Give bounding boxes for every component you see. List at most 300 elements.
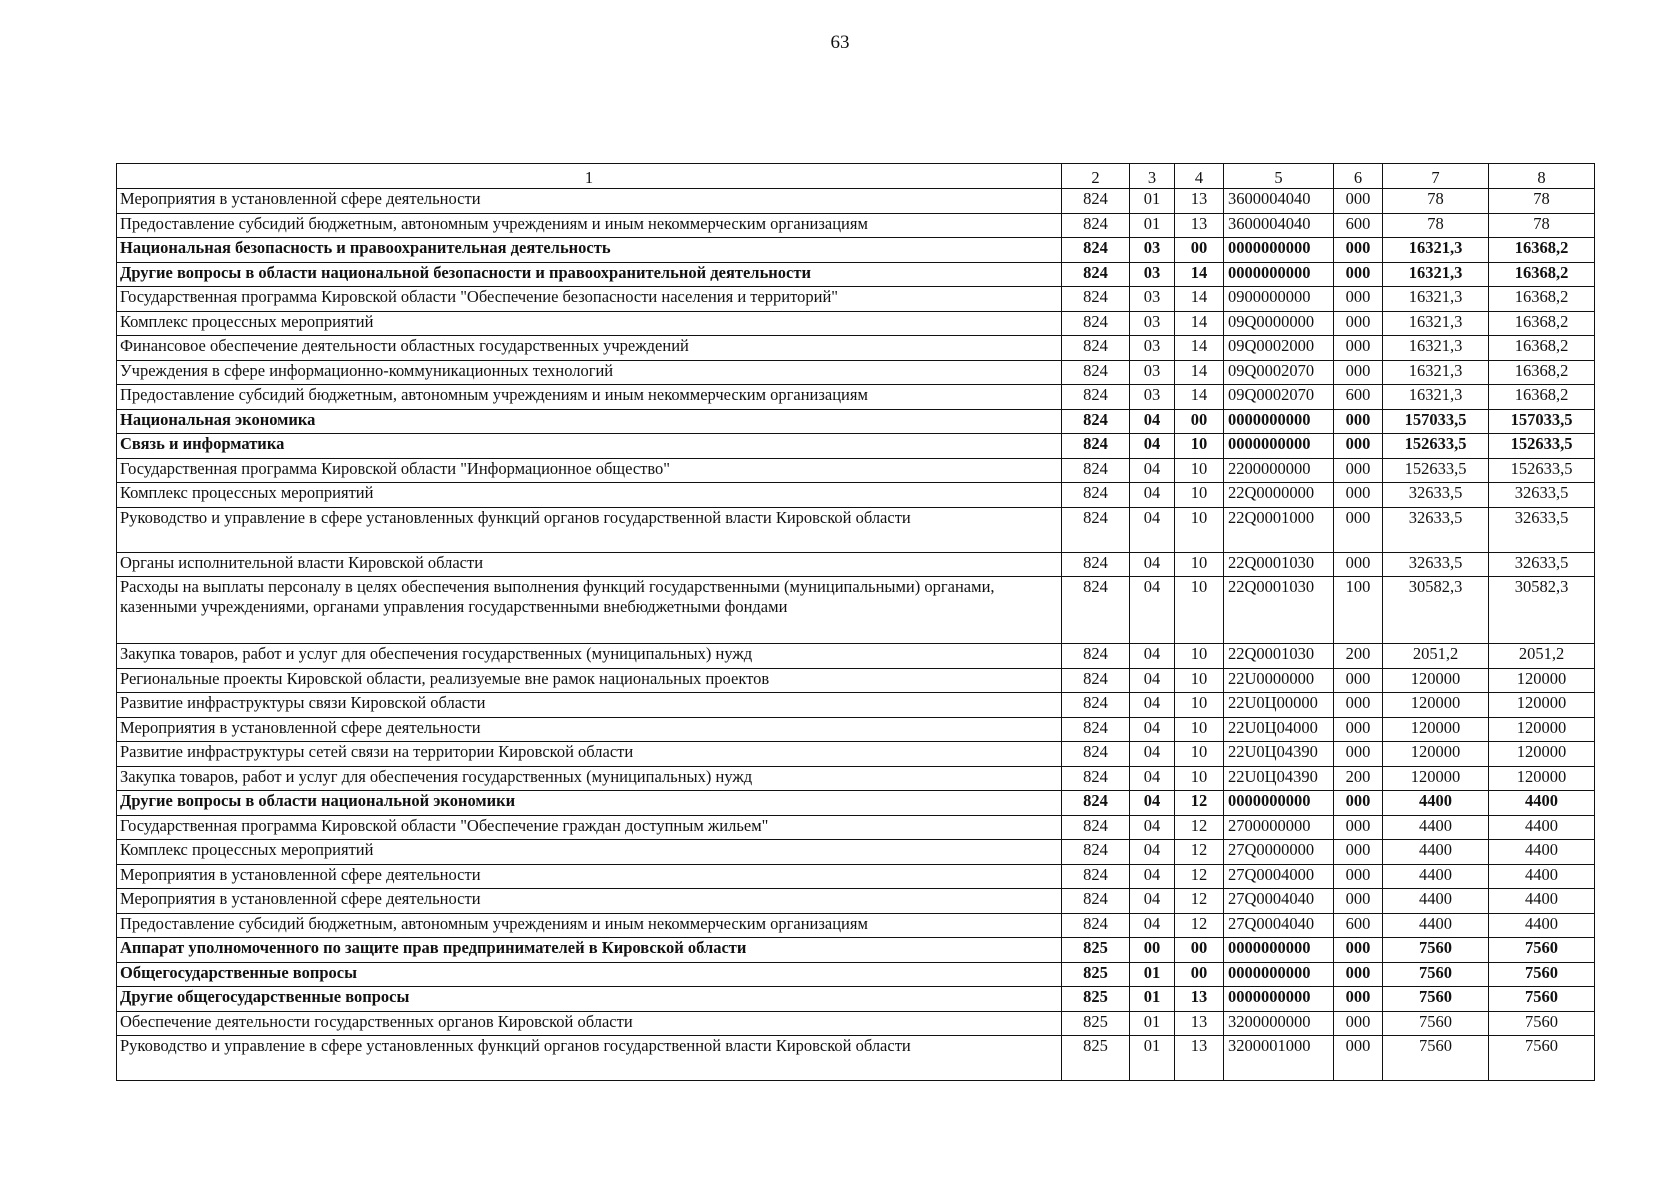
cell-name: Национальная экономика <box>117 409 1062 434</box>
cell-amount-year1: 2051,2 <box>1383 644 1489 669</box>
table-row <box>117 840 1595 865</box>
page-number: 63 <box>830 32 850 53</box>
cell-expense-type: 000 <box>1334 864 1383 889</box>
cell-amount-year1: 120000 <box>1383 717 1489 742</box>
cell-name: Руководство и управление в сфере установленных функций органов государственной власти Кировской области <box>117 507 1062 552</box>
cell-section: 03 <box>1130 336 1175 361</box>
cell-amount-year1: 32633,5 <box>1383 552 1489 577</box>
cell-subsection: 13 <box>1175 1036 1224 1081</box>
cell-admin-code: 824 <box>1062 287 1130 312</box>
header-col-2: 2 <box>1062 164 1130 189</box>
cell-expense-type: 600 <box>1334 913 1383 938</box>
table-row <box>117 311 1595 336</box>
cell-target-article: 27Q0004040 <box>1224 913 1334 938</box>
table-row <box>117 1036 1595 1081</box>
cell-admin-code: 824 <box>1062 409 1130 434</box>
cell-expense-type: 000 <box>1334 238 1383 263</box>
cell-amount-year2: 4400 <box>1489 864 1595 889</box>
cell-target-article: 2700000000 <box>1224 815 1334 840</box>
cell-amount-year2: 16368,2 <box>1489 336 1595 361</box>
cell-expense-type: 000 <box>1334 668 1383 693</box>
cell-amount-year1: 4400 <box>1383 791 1489 816</box>
cell-name: Руководство и управление в сфере установленных функций органов государственной власти Кировской области <box>117 1036 1062 1081</box>
cell-subsection: 00 <box>1175 238 1224 263</box>
cell-target-article: 09Q0000000 <box>1224 311 1334 336</box>
cell-subsection: 10 <box>1175 552 1224 577</box>
table-row <box>117 889 1595 914</box>
cell-subsection: 14 <box>1175 311 1224 336</box>
cell-expense-type: 000 <box>1334 693 1383 718</box>
cell-section: 04 <box>1130 815 1175 840</box>
table-row <box>117 644 1595 669</box>
table-row <box>117 938 1595 963</box>
cell-section: 04 <box>1130 766 1175 791</box>
cell-amount-year2: 32633,5 <box>1489 507 1595 552</box>
cell-amount-year2: 16368,2 <box>1489 262 1595 287</box>
cell-subsection: 13 <box>1175 1011 1224 1036</box>
cell-section: 01 <box>1130 987 1175 1012</box>
cell-name: Другие вопросы в области национальной безопасности и правоохранительной деятельности <box>117 262 1062 287</box>
cell-subsection: 14 <box>1175 336 1224 361</box>
cell-name: Комплекс процессных мероприятий <box>117 840 1062 865</box>
cell-target-article: 0000000000 <box>1224 938 1334 963</box>
cell-section: 04 <box>1130 577 1175 644</box>
cell-name: Финансовое обеспечение деятельности областных государственных учреждений <box>117 336 1062 361</box>
cell-expense-type: 000 <box>1334 840 1383 865</box>
cell-name: Государственная программа Кировской области "Информационное общество" <box>117 458 1062 483</box>
cell-name: Обеспечение деятельности государственных органов Кировской области <box>117 1011 1062 1036</box>
cell-admin-code: 824 <box>1062 766 1130 791</box>
table-row <box>117 262 1595 287</box>
cell-section: 01 <box>1130 1011 1175 1036</box>
cell-amount-year1: 4400 <box>1383 864 1489 889</box>
cell-subsection: 00 <box>1175 409 1224 434</box>
cell-subsection: 10 <box>1175 766 1224 791</box>
cell-name: Комплекс процессных мероприятий <box>117 311 1062 336</box>
cell-name: Расходы на выплаты персоналу в целях обеспечения выполнения функций государственными (муниципальными) органами, казенными учреждениями, органами управления государственными внебюджетными фондами <box>117 577 1062 644</box>
cell-subsection: 10 <box>1175 483 1224 508</box>
table-row <box>117 434 1595 459</box>
cell-expense-type: 000 <box>1334 262 1383 287</box>
table-row <box>117 385 1595 410</box>
cell-section: 04 <box>1130 840 1175 865</box>
budget-table <box>116 163 1595 1081</box>
cell-section: 04 <box>1130 717 1175 742</box>
cell-admin-code: 824 <box>1062 717 1130 742</box>
cell-admin-code: 824 <box>1062 434 1130 459</box>
cell-section: 03 <box>1130 311 1175 336</box>
cell-amount-year2: 78 <box>1489 189 1595 214</box>
cell-subsection: 00 <box>1175 938 1224 963</box>
cell-section: 04 <box>1130 552 1175 577</box>
cell-amount-year1: 7560 <box>1383 987 1489 1012</box>
cell-amount-year2: 7560 <box>1489 1011 1595 1036</box>
cell-amount-year2: 120000 <box>1489 717 1595 742</box>
cell-subsection: 10 <box>1175 434 1224 459</box>
cell-name: Закупка товаров, работ и услуг для обеспечения государственных (муниципальных) нужд <box>117 644 1062 669</box>
cell-section: 04 <box>1130 913 1175 938</box>
cell-admin-code: 824 <box>1062 815 1130 840</box>
cell-section: 04 <box>1130 434 1175 459</box>
cell-admin-code: 824 <box>1062 693 1130 718</box>
table-row <box>117 213 1595 238</box>
table-row <box>117 913 1595 938</box>
cell-subsection: 10 <box>1175 458 1224 483</box>
table-row <box>117 189 1595 214</box>
cell-subsection: 12 <box>1175 840 1224 865</box>
cell-admin-code: 824 <box>1062 507 1130 552</box>
cell-admin-code: 824 <box>1062 552 1130 577</box>
table-row <box>117 815 1595 840</box>
cell-admin-code: 824 <box>1062 189 1130 214</box>
cell-amount-year2: 2051,2 <box>1489 644 1595 669</box>
cell-admin-code: 824 <box>1062 213 1130 238</box>
cell-target-article: 3200000000 <box>1224 1011 1334 1036</box>
cell-target-article: 3600004040 <box>1224 213 1334 238</box>
cell-target-article: 22Q0000000 <box>1224 483 1334 508</box>
cell-amount-year1: 120000 <box>1383 668 1489 693</box>
cell-expense-type: 000 <box>1334 434 1383 459</box>
cell-target-article: 0000000000 <box>1224 987 1334 1012</box>
cell-subsection: 14 <box>1175 385 1224 410</box>
cell-subsection: 12 <box>1175 913 1224 938</box>
cell-target-article: 22Q0001030 <box>1224 644 1334 669</box>
cell-target-article: 22U0Ц04000 <box>1224 717 1334 742</box>
cell-subsection: 14 <box>1175 360 1224 385</box>
cell-name: Региональные проекты Кировской области, реализуемые вне рамок национальных проектов <box>117 668 1062 693</box>
cell-name: Органы исполнительной власти Кировской области <box>117 552 1062 577</box>
cell-amount-year2: 30582,3 <box>1489 577 1595 644</box>
cell-amount-year2: 32633,5 <box>1489 552 1595 577</box>
cell-amount-year2: 7560 <box>1489 938 1595 963</box>
cell-target-article: 0000000000 <box>1224 262 1334 287</box>
cell-expense-type: 000 <box>1334 742 1383 767</box>
cell-section: 04 <box>1130 742 1175 767</box>
header-col-5: 5 <box>1224 164 1334 189</box>
table-row <box>117 693 1595 718</box>
cell-admin-code: 824 <box>1062 668 1130 693</box>
cell-amount-year1: 7560 <box>1383 1011 1489 1036</box>
cell-name: Государственная программа Кировской области "Обеспечение граждан доступным жильем" <box>117 815 1062 840</box>
cell-name: Национальная безопасность и правоохранительная деятельность <box>117 238 1062 263</box>
cell-amount-year1: 7560 <box>1383 1036 1489 1081</box>
cell-expense-type: 000 <box>1334 938 1383 963</box>
cell-subsection: 13 <box>1175 987 1224 1012</box>
cell-amount-year2: 120000 <box>1489 693 1595 718</box>
cell-amount-year1: 120000 <box>1383 742 1489 767</box>
cell-admin-code: 824 <box>1062 840 1130 865</box>
cell-admin-code: 824 <box>1062 238 1130 263</box>
cell-admin-code: 824 <box>1062 262 1130 287</box>
cell-section: 01 <box>1130 962 1175 987</box>
cell-target-article: 22U0000000 <box>1224 668 1334 693</box>
cell-admin-code: 824 <box>1062 864 1130 889</box>
cell-amount-year1: 32633,5 <box>1383 507 1489 552</box>
cell-name: Мероприятия в установленной сфере деятельности <box>117 717 1062 742</box>
header-col-3: 3 <box>1130 164 1175 189</box>
cell-section: 03 <box>1130 385 1175 410</box>
cell-admin-code: 825 <box>1062 1011 1130 1036</box>
table-row <box>117 458 1595 483</box>
cell-amount-year2: 120000 <box>1489 766 1595 791</box>
cell-name: Другие вопросы в области национальной экономики <box>117 791 1062 816</box>
table-row <box>117 987 1595 1012</box>
cell-expense-type: 000 <box>1334 552 1383 577</box>
table-row <box>117 287 1595 312</box>
header-col-1: 1 <box>117 164 1062 189</box>
cell-amount-year2: 4400 <box>1489 913 1595 938</box>
cell-section: 04 <box>1130 668 1175 693</box>
cell-section: 04 <box>1130 483 1175 508</box>
cell-expense-type: 000 <box>1334 287 1383 312</box>
cell-target-article: 0000000000 <box>1224 238 1334 263</box>
cell-subsection: 10 <box>1175 717 1224 742</box>
cell-name: Мероприятия в установленной сфере деятельности <box>117 189 1062 214</box>
table-body <box>117 189 1595 1081</box>
cell-subsection: 12 <box>1175 864 1224 889</box>
header-col-6: 6 <box>1334 164 1383 189</box>
cell-amount-year1: 4400 <box>1383 913 1489 938</box>
cell-section: 04 <box>1130 458 1175 483</box>
cell-target-article: 22U0Ц00000 <box>1224 693 1334 718</box>
cell-subsection: 10 <box>1175 742 1224 767</box>
cell-amount-year2: 78 <box>1489 213 1595 238</box>
table-row <box>117 962 1595 987</box>
table-row <box>117 577 1595 644</box>
cell-admin-code: 824 <box>1062 644 1130 669</box>
cell-subsection: 10 <box>1175 668 1224 693</box>
cell-amount-year2: 7560 <box>1489 1036 1595 1081</box>
cell-subsection: 10 <box>1175 693 1224 718</box>
cell-expense-type: 200 <box>1334 644 1383 669</box>
cell-name: Мероприятия в установленной сфере деятельности <box>117 889 1062 914</box>
cell-name: Другие общегосударственные вопросы <box>117 987 1062 1012</box>
cell-admin-code: 825 <box>1062 938 1130 963</box>
cell-admin-code: 824 <box>1062 458 1130 483</box>
cell-expense-type: 600 <box>1334 385 1383 410</box>
cell-name: Мероприятия в установленной сфере деятельности <box>117 864 1062 889</box>
cell-subsection: 12 <box>1175 815 1224 840</box>
cell-target-article: 2200000000 <box>1224 458 1334 483</box>
cell-target-article: 3200001000 <box>1224 1036 1334 1081</box>
cell-expense-type: 000 <box>1334 507 1383 552</box>
cell-section: 01 <box>1130 213 1175 238</box>
cell-amount-year1: 16321,3 <box>1383 336 1489 361</box>
cell-subsection: 10 <box>1175 577 1224 644</box>
cell-target-article: 22Q0001030 <box>1224 552 1334 577</box>
cell-name: Развитие инфраструктуры сетей связи на территории Кировской области <box>117 742 1062 767</box>
table-row <box>117 717 1595 742</box>
cell-amount-year1: 16321,3 <box>1383 360 1489 385</box>
cell-section: 03 <box>1130 287 1175 312</box>
cell-name: Учреждения в сфере информационно-коммуникационных технологий <box>117 360 1062 385</box>
table-row <box>117 360 1595 385</box>
header-col-4: 4 <box>1175 164 1224 189</box>
header-col-8: 8 <box>1489 164 1595 189</box>
cell-target-article: 22Q0001030 <box>1224 577 1334 644</box>
cell-name: Предоставление субсидий бюджетным, автономным учреждениям и иным некоммерческим организациям <box>117 213 1062 238</box>
cell-admin-code: 824 <box>1062 311 1130 336</box>
cell-expense-type: 000 <box>1334 791 1383 816</box>
cell-amount-year2: 16368,2 <box>1489 385 1595 410</box>
cell-amount-year2: 16368,2 <box>1489 311 1595 336</box>
cell-amount-year1: 120000 <box>1383 766 1489 791</box>
cell-name: Связь и информатика <box>117 434 1062 459</box>
cell-amount-year1: 16321,3 <box>1383 287 1489 312</box>
table-row <box>117 791 1595 816</box>
cell-expense-type: 000 <box>1334 360 1383 385</box>
table-row <box>117 864 1595 889</box>
cell-subsection: 10 <box>1175 507 1224 552</box>
cell-section: 03 <box>1130 360 1175 385</box>
cell-amount-year2: 32633,5 <box>1489 483 1595 508</box>
cell-section: 03 <box>1130 262 1175 287</box>
cell-target-article: 22U0Ц04390 <box>1224 766 1334 791</box>
cell-admin-code: 824 <box>1062 483 1130 508</box>
cell-admin-code: 825 <box>1062 987 1130 1012</box>
header-col-7: 7 <box>1383 164 1489 189</box>
cell-section: 04 <box>1130 889 1175 914</box>
cell-amount-year2: 4400 <box>1489 889 1595 914</box>
cell-name: Закупка товаров, работ и услуг для обеспечения государственных (муниципальных) нужд <box>117 766 1062 791</box>
cell-admin-code: 824 <box>1062 385 1130 410</box>
cell-name: Развитие инфраструктуры связи Кировской области <box>117 693 1062 718</box>
cell-subsection: 14 <box>1175 287 1224 312</box>
cell-expense-type: 000 <box>1334 1036 1383 1081</box>
cell-name: Аппарат уполномоченного по защите прав предпринимателей в Кировской области <box>117 938 1062 963</box>
cell-amount-year2: 16368,2 <box>1489 238 1595 263</box>
table-row <box>117 766 1595 791</box>
cell-amount-year1: 16321,3 <box>1383 311 1489 336</box>
cell-target-article: 27Q0000000 <box>1224 840 1334 865</box>
table-row <box>117 1011 1595 1036</box>
cell-expense-type: 100 <box>1334 577 1383 644</box>
cell-section: 04 <box>1130 864 1175 889</box>
cell-section: 04 <box>1130 409 1175 434</box>
cell-admin-code: 825 <box>1062 1036 1130 1081</box>
cell-admin-code: 824 <box>1062 360 1130 385</box>
cell-expense-type: 000 <box>1334 962 1383 987</box>
cell-expense-type: 000 <box>1334 311 1383 336</box>
cell-section: 04 <box>1130 507 1175 552</box>
cell-name: Общегосударственные вопросы <box>117 962 1062 987</box>
cell-section: 04 <box>1130 644 1175 669</box>
cell-section: 04 <box>1130 693 1175 718</box>
table-row <box>117 507 1595 552</box>
cell-target-article: 0000000000 <box>1224 962 1334 987</box>
cell-amount-year1: 152633,5 <box>1383 458 1489 483</box>
cell-subsection: 10 <box>1175 644 1224 669</box>
cell-amount-year2: 120000 <box>1489 742 1595 767</box>
cell-target-article: 22Q0001000 <box>1224 507 1334 552</box>
cell-expense-type: 200 <box>1334 766 1383 791</box>
cell-admin-code: 824 <box>1062 577 1130 644</box>
cell-admin-code: 824 <box>1062 913 1130 938</box>
cell-target-article: 09Q0002070 <box>1224 385 1334 410</box>
cell-target-article: 27Q0004000 <box>1224 864 1334 889</box>
cell-section: 01 <box>1130 1036 1175 1081</box>
cell-name: Государственная программа Кировской области "Обеспечение безопасности населения и территорий" <box>117 287 1062 312</box>
cell-amount-year1: 4400 <box>1383 815 1489 840</box>
cell-target-article: 3600004040 <box>1224 189 1334 214</box>
cell-amount-year1: 7560 <box>1383 938 1489 963</box>
cell-amount-year2: 4400 <box>1489 791 1595 816</box>
cell-admin-code: 824 <box>1062 742 1130 767</box>
cell-amount-year1: 16321,3 <box>1383 385 1489 410</box>
cell-expense-type: 000 <box>1334 889 1383 914</box>
cell-expense-type: 600 <box>1334 213 1383 238</box>
cell-admin-code: 824 <box>1062 889 1130 914</box>
cell-subsection: 13 <box>1175 213 1224 238</box>
cell-amount-year2: 152633,5 <box>1489 434 1595 459</box>
table-row <box>117 668 1595 693</box>
cell-name: Предоставление субсидий бюджетным, автономным учреждениям и иным некоммерческим организациям <box>117 913 1062 938</box>
cell-amount-year1: 4400 <box>1383 840 1489 865</box>
cell-subsection: 13 <box>1175 189 1224 214</box>
cell-expense-type: 000 <box>1334 409 1383 434</box>
cell-amount-year2: 16368,2 <box>1489 287 1595 312</box>
cell-amount-year1: 157033,5 <box>1383 409 1489 434</box>
cell-amount-year2: 7560 <box>1489 987 1595 1012</box>
cell-amount-year1: 32633,5 <box>1383 483 1489 508</box>
cell-target-article: 09Q0002070 <box>1224 360 1334 385</box>
cell-amount-year1: 7560 <box>1383 962 1489 987</box>
cell-target-article: 0900000000 <box>1224 287 1334 312</box>
cell-target-article: 0000000000 <box>1224 791 1334 816</box>
cell-subsection: 00 <box>1175 962 1224 987</box>
cell-admin-code: 824 <box>1062 336 1130 361</box>
table-row <box>117 336 1595 361</box>
table-row <box>117 483 1595 508</box>
cell-amount-year2: 7560 <box>1489 962 1595 987</box>
cell-amount-year2: 157033,5 <box>1489 409 1595 434</box>
header-row <box>117 164 1595 189</box>
cell-amount-year1: 16321,3 <box>1383 262 1489 287</box>
cell-subsection: 14 <box>1175 262 1224 287</box>
table-row <box>117 742 1595 767</box>
cell-expense-type: 000 <box>1334 336 1383 361</box>
cell-amount-year2: 120000 <box>1489 668 1595 693</box>
cell-subsection: 12 <box>1175 791 1224 816</box>
cell-amount-year2: 152633,5 <box>1489 458 1595 483</box>
cell-expense-type: 000 <box>1334 1011 1383 1036</box>
cell-subsection: 12 <box>1175 889 1224 914</box>
cell-name: Комплекс процессных мероприятий <box>117 483 1062 508</box>
cell-expense-type: 000 <box>1334 815 1383 840</box>
cell-target-article: 09Q0002000 <box>1224 336 1334 361</box>
cell-section: 03 <box>1130 238 1175 263</box>
cell-target-article: 0000000000 <box>1224 409 1334 434</box>
cell-target-article: 27Q0004040 <box>1224 889 1334 914</box>
cell-expense-type: 000 <box>1334 987 1383 1012</box>
cell-admin-code: 825 <box>1062 962 1130 987</box>
cell-amount-year1: 78 <box>1383 189 1489 214</box>
cell-admin-code: 824 <box>1062 791 1130 816</box>
cell-section: 01 <box>1130 189 1175 214</box>
table-row <box>117 409 1595 434</box>
cell-expense-type: 000 <box>1334 458 1383 483</box>
cell-amount-year1: 30582,3 <box>1383 577 1489 644</box>
table-row <box>117 238 1595 263</box>
cell-expense-type: 000 <box>1334 189 1383 214</box>
cell-section: 00 <box>1130 938 1175 963</box>
cell-amount-year1: 152633,5 <box>1383 434 1489 459</box>
cell-amount-year2: 16368,2 <box>1489 360 1595 385</box>
table-row <box>117 552 1595 577</box>
cell-amount-year1: 120000 <box>1383 693 1489 718</box>
cell-target-article: 0000000000 <box>1224 434 1334 459</box>
cell-expense-type: 000 <box>1334 483 1383 508</box>
